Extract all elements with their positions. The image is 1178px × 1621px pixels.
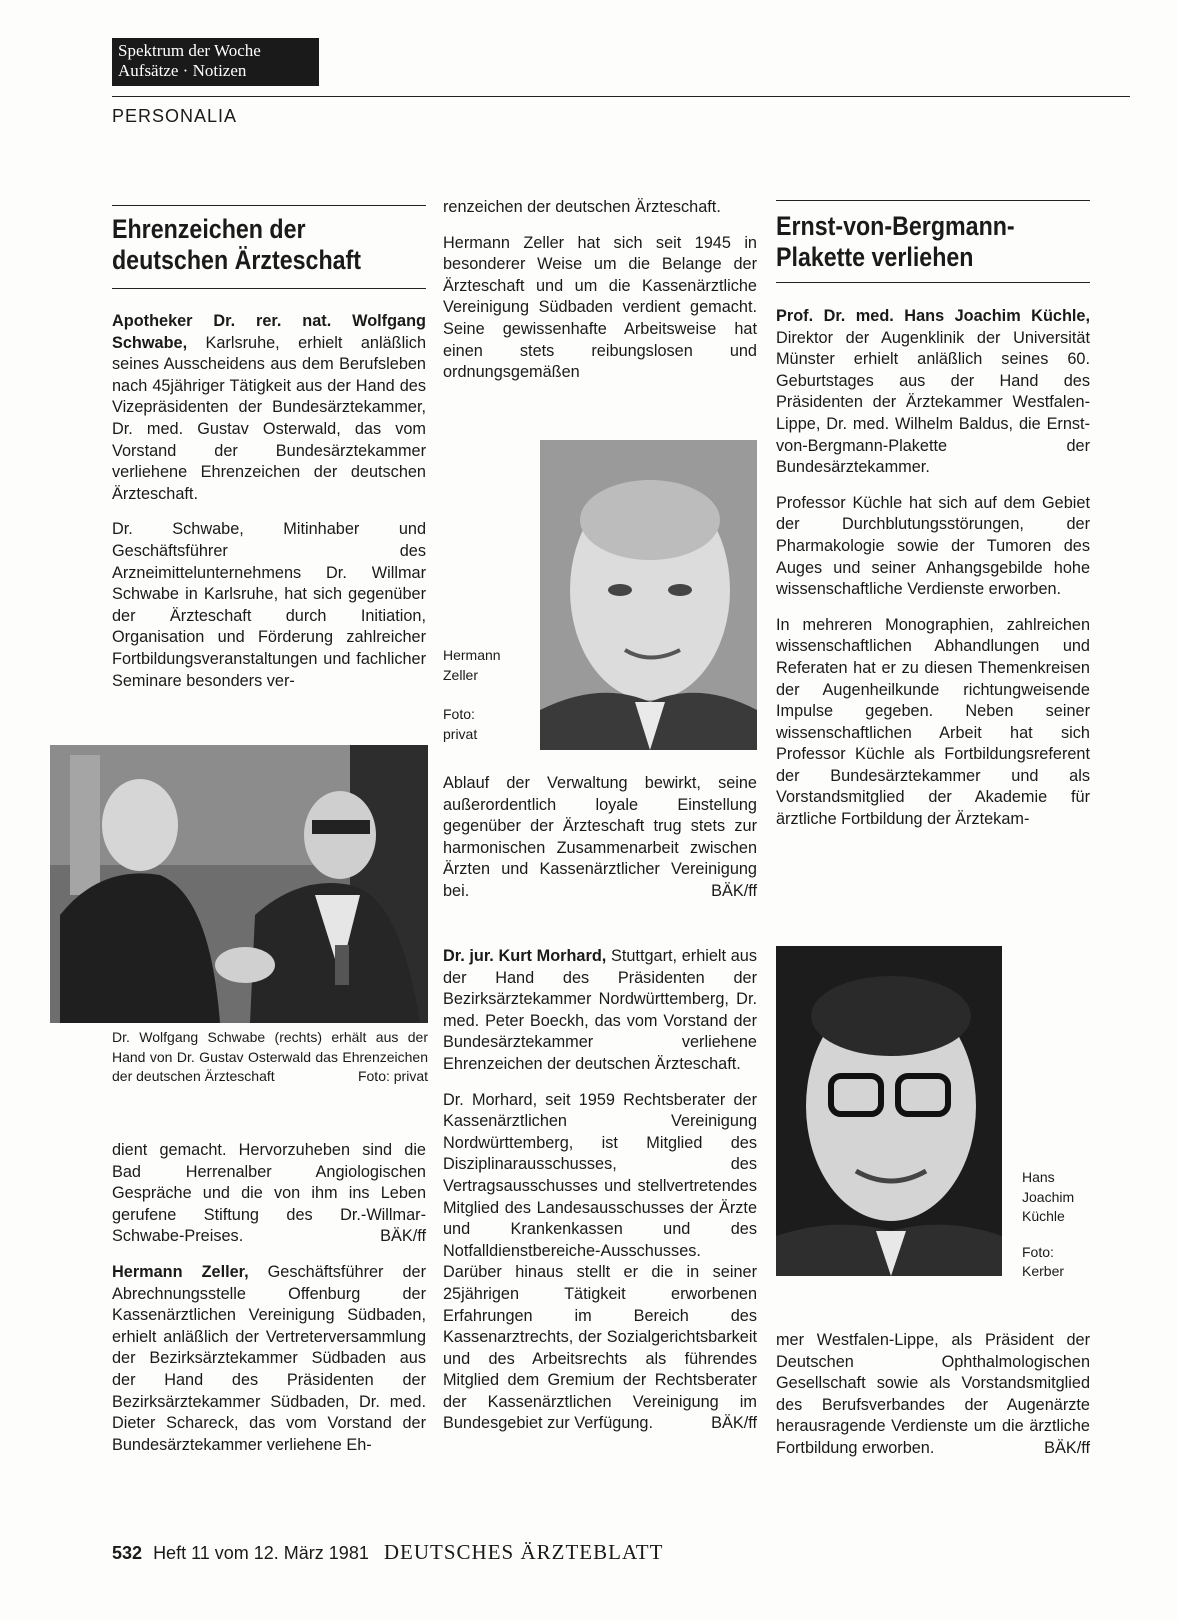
zeller-name-line-2: Zeller [443,666,479,683]
text-schwabe-end: dient gemacht. Hervorzuheben sind die Bad Herrenalber Angiologischen Gespräche und die von ihm ins Leben gerufene Stiftung des Dr.-Willmar-Schwabe-Preises. [112,1141,426,1246]
photo-kuechle-label [1022,1168,1102,1282]
col3-rule-top [776,200,1090,201]
signature-3: BÄK/ff [711,1414,757,1433]
article-kuechle-intro [776,306,1090,479]
article-zeller-intro [112,1262,426,1456]
article-zeller-body: Hermann Zeller hat sich seit 1945 in besonderer Weise um die Belange der Ärzteschaft und um die Kassenärztliche Vereinigung Südbaden verdient gemacht. Seine gewissenhafte Arbeitsweise hat einen stets reibungslosen und ordnungsgemäßen [443,233,757,382]
col1-headline [112,214,439,276]
zeller-credit-line-2: privat [443,725,478,742]
col3-headline-line-1: Ernst-von-Bergmann- [776,211,1015,241]
name-zeller: Hermann Zeller, [112,1262,249,1281]
text-zeller-intro: Geschäftsführer der Abrechnungsstelle Offenburg der Kassenärztlichen Vereinigung Südbaden, erhielt anläßlich der Vertreterversammlung der Bezirksärztekammer Südbaden aus der Hand des Präsidenten der Bezirksärztekammer Südbaden, Dr. med. Dieter Schareck, das vom Vorstand der Bundesärztekammer verliehene Eh- [112,1262,426,1454]
article-morhard-body [443,1090,757,1436]
caption-text: Dr. Wolfgang Schwabe (rechts) erhält aus der Hand von Dr. Gustav Osterwald das Ehrenzeichen der deutschen Ärzteschaft [112,1029,428,1084]
col3-headline [776,211,1103,273]
page-number: 532 [112,1543,143,1563]
name-kuechle: Prof. Dr. med. Hans Joachim Küchle, [776,307,1090,325]
col2-text-bottom [443,946,757,1449]
signature-2: BÄK/ff [711,881,757,900]
text-zeller-end: Ablauf der Verwaltung bewirkt, seine außerordentlich loyale Einstellung gegenüber der Ärzteschaft trug stets zur harmonischen Zusammenarbeit zwischen Ärzten und Kassenärztlicher Vereinigung bei. [443,774,757,900]
article-schwabe-intro [112,311,426,505]
article-kuechle-end [776,1330,1090,1460]
section-label: PERSONALIA [112,106,238,126]
signature-1: BÄK/ff [380,1227,426,1246]
article-schwabe-body: Dr. Schwabe, Mitinhaber und Geschäftsführer des Arzneimittelunternehmens Dr. Willmar Schwabe in Karlsruhe, hat sich gegenüber der Ärzteschaft durch Initiation, Organisation und Förderung zahlreicher Fortbildungsveranstaltungen und fachlicher Seminare besonders ver- [112,520,426,690]
article-kuechle-p2: Professor Küchle hat sich auf dem Gebiet der Durchblutungsstörungen, der Pharmakologie sowie der Tumoren des Auges und seiner Anhangsgebilde hohe wissenschaftliche Verdienste erworben. [776,493,1090,599]
text-schwabe-intro: Karlsruhe, erhielt anläßlich seines Ausscheidens aus dem Berufsleben nach 45jähriger Tätigkeit aus der Hand des Vizepräsidenten der Bundesärztekammer, Dr. med. Gustav Osterwald, das vom Vorstand der Bundesärztekammer verliehene Ehrenzeichen der deutschen Ärzteschaft. [112,333,426,503]
text-morhard-body: Dr. Morhard, seit 1959 Rechtsberater der Kassenärztlichen Vereinigung Nordwürttemberg, ist Mitglied des Disziplinarausschusses, des Vertragsausschusses und stellvertretendes Mitglied des Landesausschusses der Ärzte und Krankenkassen und des Notfalldienstbereiche-Ausschusses. Darüber hinaus stellt er die in seiner 25jährigen Tätigkeit erworbenen Erfahrungen im Bereich des Kassenarztrechts, der Sozialgerichtsbarkeit und des Arbeitsrechts als führendes Mitglied dem Gremium der Rechtsberater der Kassenärztlichen Vereinigung im Bundesgebiet zur Verfügung. [443,1090,757,1433]
zeller-credit-line-1: Foto: [443,706,475,722]
kuechle-name-line-1: Hans [1022,1169,1055,1185]
text-morhard-intro: Stuttgart, erhielt aus der Hand des Präsidenten der Bezirksärztekammer Nordwürttemberg, Dr. med. Peter Boeckh, das vom Vorstand der Bundesärztekammer verliehene Ehrenzeichen der deutschen Ärzteschaft. [443,947,757,1073]
photo-schwabe-caption [112,1028,428,1087]
signature-4: BÄK/ff [1044,1438,1090,1457]
col2-text-top [443,197,757,398]
rubric-line-1: Spektrum der Woche [118,41,261,60]
col1-rule-top [112,205,426,206]
zeller-name-line-1: Hermann [443,647,501,663]
photo-schwabe-osterwald [50,745,428,1023]
col1-text-bottom [112,1140,426,1470]
photo-credit: Foto: privat [357,1068,428,1084]
col1-rule-bottom [112,288,426,289]
name-morhard: Dr. jur. Kurt Morhard, [443,947,607,965]
article-zeller-end [443,773,757,903]
col1-headline-line-2: deutschen Ärzteschaft [112,245,362,275]
photo-handshake-image [50,745,428,1023]
text-kuechle-intro: Direktor der Augenklinik der Universität Münster erhielt anläßlich seines 60. Geburtstages aus der Hand des Präsidenten der Ärztekammer Westfalen-Lippe, Dr. med. Wilhelm Baldus, die Ernst-von-Bergmann-Plakette der Bundesärztekammer. [776,328,1090,477]
photo-zeller [540,440,757,750]
col3-text-bottom [776,1330,1090,1474]
col2-text-mid [443,773,757,917]
portrait-zeller-image [540,440,757,750]
page-footer [112,1540,663,1565]
article-zeller-cont: renzeichen der deutschen Ärzteschaft. [443,198,721,216]
kuechle-credit-line-1: Foto: [1022,1243,1054,1260]
header-rule [112,96,1130,97]
article-kuechle-p3: In mehreren Monographien, zahlreichen wissenschaftlichen Abhandlungen und Referaten hat er zu diesen Themenkreisen der Augenheilkunde richtungweisende Impulse gegeben. Neben seiner wissenschaftlichen Arbeit hat sich Professor Küchle als Fortbildungsreferent der Bundesärztekammer und als Vorstandsmitglied der Akademie für ärztliche Fortbildung der Ärztekam- [776,615,1090,829]
col1-headline-line-1: Ehrenzeichen der [112,214,306,244]
portrait-kuechle-image [776,946,1002,1276]
photo-zeller-label [443,646,533,744]
col1-text-top [112,311,426,706]
col3-rule-bottom [776,282,1090,283]
magazine-name: DEUTSCHES ÄRZTEBLATT [383,1540,664,1564]
col3-text-top [776,306,1090,845]
kuechle-name-line-3: Küchle [1022,1208,1065,1224]
kuechle-credit-line-2: Kerber [1022,1263,1065,1279]
text-kuechle-end: mer Westfalen-Lippe, als Präsident der Deutschen Ophthalmologischen Gesellschaft sowie als Vorstandsmitglied des Berufsverbandes der Augenärzte herausragende Verdienste um die ärztliche Fortbildung erworben. [776,1331,1090,1457]
photo-kuechle [776,946,1002,1276]
article-schwabe-end [112,1140,426,1248]
rubric-badge [112,38,319,86]
article-morhard-intro [443,946,757,1076]
col3-headline-line-2: Plakette verliehen [776,242,974,272]
issue-info: Heft 11 vom 12. März 1981 [153,1543,369,1563]
rubric-line-2: Aufsätze · Notizen [118,61,247,80]
kuechle-name-line-2: Joachim [1022,1188,1075,1205]
name-schwabe: Apotheker Dr. rer. nat. Wolfgang Schwabe, [112,312,426,352]
